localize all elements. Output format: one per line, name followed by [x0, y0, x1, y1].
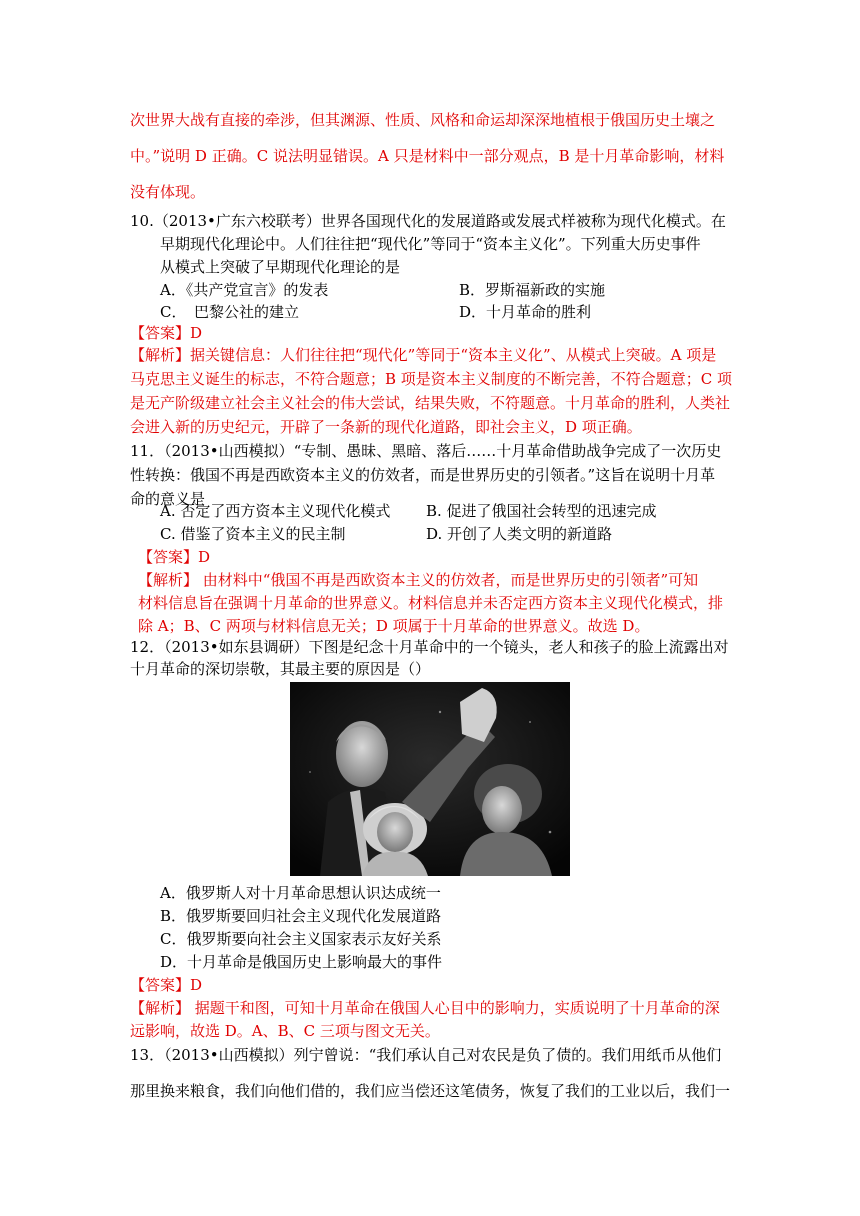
- q10-analysis-line-1: 【解析】据关键信息：人们往往把“现代化”等同于“资本主义化”、从模式上突破。A 项是: [130, 346, 717, 364]
- q11-option-b: B. 促进了俄国社会转型的迅速完成: [426, 502, 657, 520]
- q10-option-a: A．《共产党宣言》的发表: [160, 281, 329, 299]
- q12-option-d: D．十月革命是俄国历史上影响最大的事件: [160, 953, 443, 971]
- q10-analysis-line-3: 是无产阶级建立社会主义社会的伟大尝试，结果失败，不符题意。十月革命的胜利，人类社: [130, 394, 731, 412]
- q12-stem-line-1: 12．（2013•如东县调研）下图是纪念十月革命中的一个镜头，老人和孩子的脸上流露出对: [130, 638, 729, 656]
- q12-option-c: C．俄罗斯要向社会主义国家表示友好关系: [160, 930, 442, 948]
- q12-option-b: B．俄罗斯要回归社会主义现代化发展道路: [160, 907, 442, 925]
- q12-analysis-line-2: 远影响，故选 D。A、B、C 三项与图文无关。: [130, 1022, 440, 1040]
- intro-line-3: 没有体现。: [130, 183, 206, 201]
- q11-analysis-line-3: 除 A；B、C 两项与材料信息无关；D 项属于十月革命的世界意义。故选 D。: [138, 617, 650, 635]
- q10-option-d: D．十月革命的胜利: [459, 303, 592, 321]
- q10-stem-line-1: 10.（2013•广东六校联考）世界各国现代化的发展道路或发展式样被称为现代化模式。在: [130, 212, 726, 230]
- q10-answer: 【答案】D: [130, 324, 203, 342]
- q12-option-a: A．俄罗斯人对十月革命思想认识达成统一: [160, 884, 441, 902]
- q12-analysis-line-1: 【解析】 据题干和图，可知十月革命在俄国人心目中的影响力，实质说明了十月革命的深: [130, 999, 720, 1017]
- q11-option-a: A. 否定了西方资本主义现代化模式: [160, 502, 391, 520]
- q11-stem-line-2: 性转换：俄国不再是西欧资本主义的仿效者，而是世界历史的引领者。”这旨在说明十月革: [130, 466, 716, 484]
- q11-option-c: C. 借鉴了资本主义的民主制: [160, 525, 346, 543]
- q10-option-b: B．罗斯福新政的实施: [459, 281, 606, 299]
- intro-line-1: 次世界大战有直接的牵涉，但其渊源、性质、风格和命运却深深地植根于俄国历史土壤之: [130, 111, 716, 129]
- q10-stem-line-3: 从模式上突破了早期现代化理论的是: [160, 258, 401, 276]
- q11-answer: 【答案】D: [138, 548, 211, 566]
- q12-answer: 【答案】D: [130, 976, 203, 994]
- q13-stem-line-1: 13．（2013•山西模拟）列宁曾说：“我们承认自己对农民是负了债的。我们用纸币从他们: [130, 1046, 722, 1064]
- q10-analysis-line-2: 马克思主义诞生的标志，不符合题意；B 项是资本主义制度的不断完善，不符合题意；C 项: [130, 370, 733, 388]
- q12-stem-line-2: 十月革命的深切崇敬，其最主要的原因是（）: [130, 660, 431, 678]
- q11-analysis-line-2: 材料信息旨在强调十月革命的世界意义。材料信息并未否定西方资本主义现代化模式，排: [138, 594, 724, 612]
- q11-option-d: D. 开创了人类文明的新道路: [426, 525, 613, 543]
- intro-line-2: 中。”说明 D 正确。C 说法明显错误。A 只是材料中一部分观点，B 是十月革命影响，材料: [130, 147, 725, 165]
- october-revolution-photo: [290, 682, 570, 876]
- q11-stem-line-1: 11．（2013•山西模拟）“专制、愚昧、黑暗、落后……十月革命借助战争完成了一次历史: [130, 442, 722, 460]
- q10-analysis-line-4: 会进入新的历史纪元，开辟了一条新的现代化道路，即社会主义，D 项正确。: [130, 418, 642, 436]
- q10-stem-line-2: 早期现代化理论中。人们往往把“现代化”等同于“资本主义化”。下列重大历史事件: [160, 235, 701, 253]
- q10-option-c: C． 巴黎公社的建立: [160, 303, 299, 321]
- q11-stem-line-3: 命的意义是: [130, 490, 206, 508]
- q11-analysis-line-1: 【解析】 由材料中“俄国不再是西欧资本主义的仿效者，而是世界历史的引领者”可知: [138, 571, 699, 589]
- q13-stem-line-2: 那里换来粮食，我们向他们借的，我们应当偿还这笔债务，恢复了我们的工业以后，我们一: [130, 1082, 731, 1100]
